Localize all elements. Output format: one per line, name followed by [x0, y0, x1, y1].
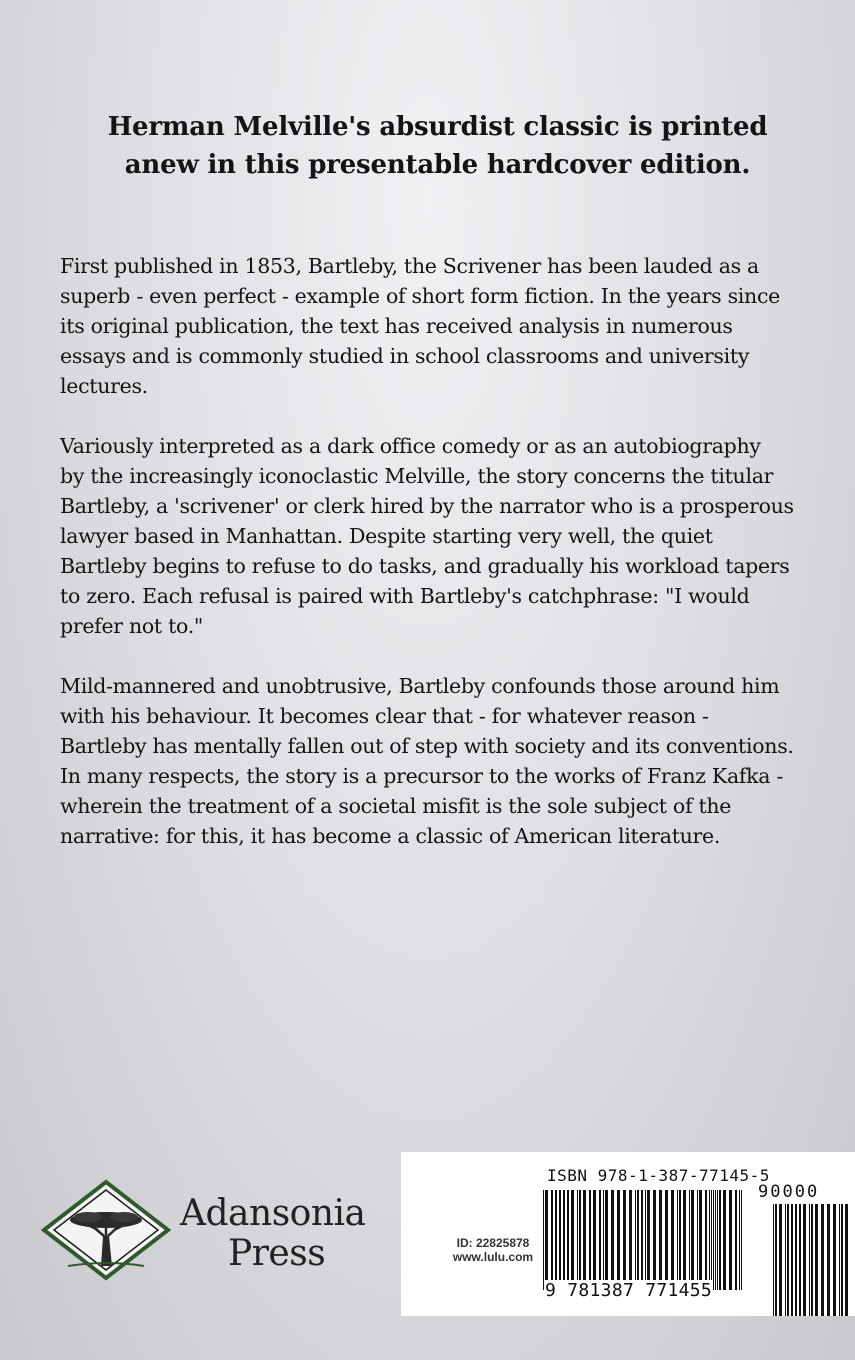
barcode-bar — [723, 1190, 726, 1290]
barcode-bar — [563, 1190, 565, 1290]
price-addon-number: 90000 — [758, 1182, 820, 1202]
barcode-bar — [729, 1190, 732, 1290]
barcode-bar — [803, 1204, 806, 1316]
barcode-bar — [645, 1190, 646, 1290]
barcode-bar — [543, 1190, 544, 1290]
barcode-bar — [677, 1190, 678, 1290]
barcode-bar — [773, 1204, 774, 1316]
printer-site: www.lulu.com — [452, 1250, 534, 1264]
barcode-bar — [699, 1190, 702, 1290]
barcode-bar — [691, 1190, 694, 1290]
text-line: In many respects, the story is a precursor to the works of Franz Kafka - — [60, 764, 784, 788]
barcode-bar — [583, 1190, 586, 1290]
barcode-bar — [719, 1190, 721, 1290]
barcode-bar — [795, 1204, 797, 1316]
barcode-bar — [799, 1204, 801, 1316]
ean13-barcode — [543, 1190, 748, 1290]
barcode-bar — [641, 1190, 643, 1290]
barcode-bar — [635, 1190, 636, 1290]
barcode-bar — [697, 1190, 698, 1290]
barcode-bar — [827, 1204, 830, 1316]
text-line: narrative: for this, it has become a classic of American literature. — [60, 824, 721, 848]
barcode-bar — [545, 1190, 548, 1290]
barcode-bar — [791, 1204, 793, 1316]
barcode-bar — [775, 1204, 777, 1316]
text-line: lawyer based in Manhattan. Despite starting very well, the quiet — [60, 524, 713, 548]
barcode-bar — [779, 1204, 782, 1316]
publisher-name-line-2: Press — [228, 1233, 326, 1274]
barcode-bar — [787, 1204, 789, 1316]
baobab-tree-diamond-icon — [38, 1178, 173, 1283]
barcode-bar — [683, 1190, 686, 1290]
text-line: Bartleby, a 'scrivener' or clerk hired by the narrator who is a prosperous — [60, 494, 794, 518]
barcode-bar — [617, 1190, 620, 1290]
barcode-bar — [659, 1190, 662, 1290]
barcode-bar — [647, 1190, 650, 1290]
barcode-bar — [589, 1190, 591, 1290]
synopsis-paragraph-2 — [60, 431, 850, 641]
publisher-logo — [38, 1178, 378, 1288]
barcode-bar — [623, 1190, 626, 1290]
barcode-bar — [611, 1190, 614, 1290]
text-line: Variously interpreted as a dark office comedy or as an autobiography — [60, 434, 761, 458]
print-id: ID: 22825878 — [456, 1236, 530, 1250]
barcode-bar — [577, 1190, 578, 1290]
barcode-bar — [679, 1190, 681, 1290]
synopsis-paragraph-1 — [60, 251, 850, 401]
barcode-digits: 9 781387 771455 — [545, 1280, 713, 1301]
barcode-bar — [637, 1190, 639, 1290]
barcode-bar — [735, 1190, 737, 1290]
barcode-bar — [559, 1190, 561, 1290]
text-line: prefer not to." — [60, 614, 204, 638]
headline-line-2: anew in this presentable hardcover edition. — [124, 150, 751, 180]
barcode-bar — [713, 1190, 714, 1290]
barcode-bar — [815, 1204, 818, 1316]
barcode-bar — [603, 1190, 604, 1290]
text-line: to zero. Each refusal is paired with Bartleby's catchphrase: "I would — [60, 584, 750, 608]
barcode-bar — [599, 1190, 601, 1290]
publisher-name-line-1: Adansonia — [180, 1193, 366, 1234]
barcode-bar — [567, 1190, 569, 1290]
barcode-bar — [555, 1190, 557, 1290]
text-line: superb - even perfect - example of short form fiction. In the years since — [60, 284, 780, 308]
addon-barcode — [773, 1204, 853, 1316]
text-line: First published in 1853, Bartleby, the Scrivener has been lauded as a — [60, 254, 759, 278]
barcode-bar — [629, 1190, 632, 1290]
barcode-bar — [739, 1190, 740, 1290]
barcode-bar — [711, 1190, 712, 1290]
barcode-bar — [717, 1190, 718, 1290]
barcode-bar — [821, 1204, 824, 1316]
barcode-bar — [811, 1204, 813, 1316]
barcode-bar — [579, 1190, 581, 1290]
barcode-bar — [715, 1190, 716, 1290]
text-line: essays and is commonly studied in school classrooms and university — [60, 344, 750, 368]
text-line: Mild-mannered and unobtrusive, Bartleby confounds those around him — [60, 674, 780, 698]
barcode-bar — [785, 1204, 786, 1316]
text-line: lectures. — [60, 374, 148, 398]
isbn-label: ISBN 978-1-387-77145-5 — [547, 1166, 770, 1185]
print-id-block — [437, 1236, 549, 1264]
barcode-bar — [709, 1190, 710, 1290]
barcode-bar — [671, 1190, 674, 1290]
back-cover-headline — [60, 108, 815, 184]
text-line: with his behaviour. It becomes clear that - for whatever reason - — [60, 704, 709, 728]
barcode-bar — [741, 1190, 742, 1290]
barcode-bar — [839, 1204, 840, 1316]
barcode-bar — [689, 1190, 690, 1290]
text-line: Bartleby begins to refuse to do tasks, and gradually his workload tapers — [60, 554, 790, 578]
barcode-bar — [551, 1190, 553, 1290]
barcode-bar — [571, 1190, 574, 1290]
barcode-bar — [605, 1190, 608, 1290]
barcode-bar — [841, 1204, 843, 1316]
barcode-bar — [705, 1190, 707, 1290]
barcode-bar — [593, 1190, 596, 1290]
barcode-bar — [653, 1190, 656, 1290]
text-line: its original publication, the text has received analysis in numerous — [60, 314, 733, 338]
text-line: Bartleby has mentally fallen out of step with society and its conventions. — [60, 734, 794, 758]
barcode-bar — [845, 1204, 848, 1316]
synopsis-paragraph-3 — [60, 671, 850, 851]
text-line: by the increasingly iconoclastic Melville, the story concerns the titular — [60, 464, 774, 488]
barcode-bar — [833, 1204, 836, 1316]
headline-line-1: Herman Melville's absurdist classic is printed — [107, 112, 768, 142]
barcode-bar — [809, 1204, 810, 1316]
isbn-barcode-panel — [401, 1152, 855, 1316]
text-line: wherein the treatment of a societal misfit is the sole subject of the — [60, 794, 732, 818]
barcode-bar — [665, 1190, 668, 1290]
